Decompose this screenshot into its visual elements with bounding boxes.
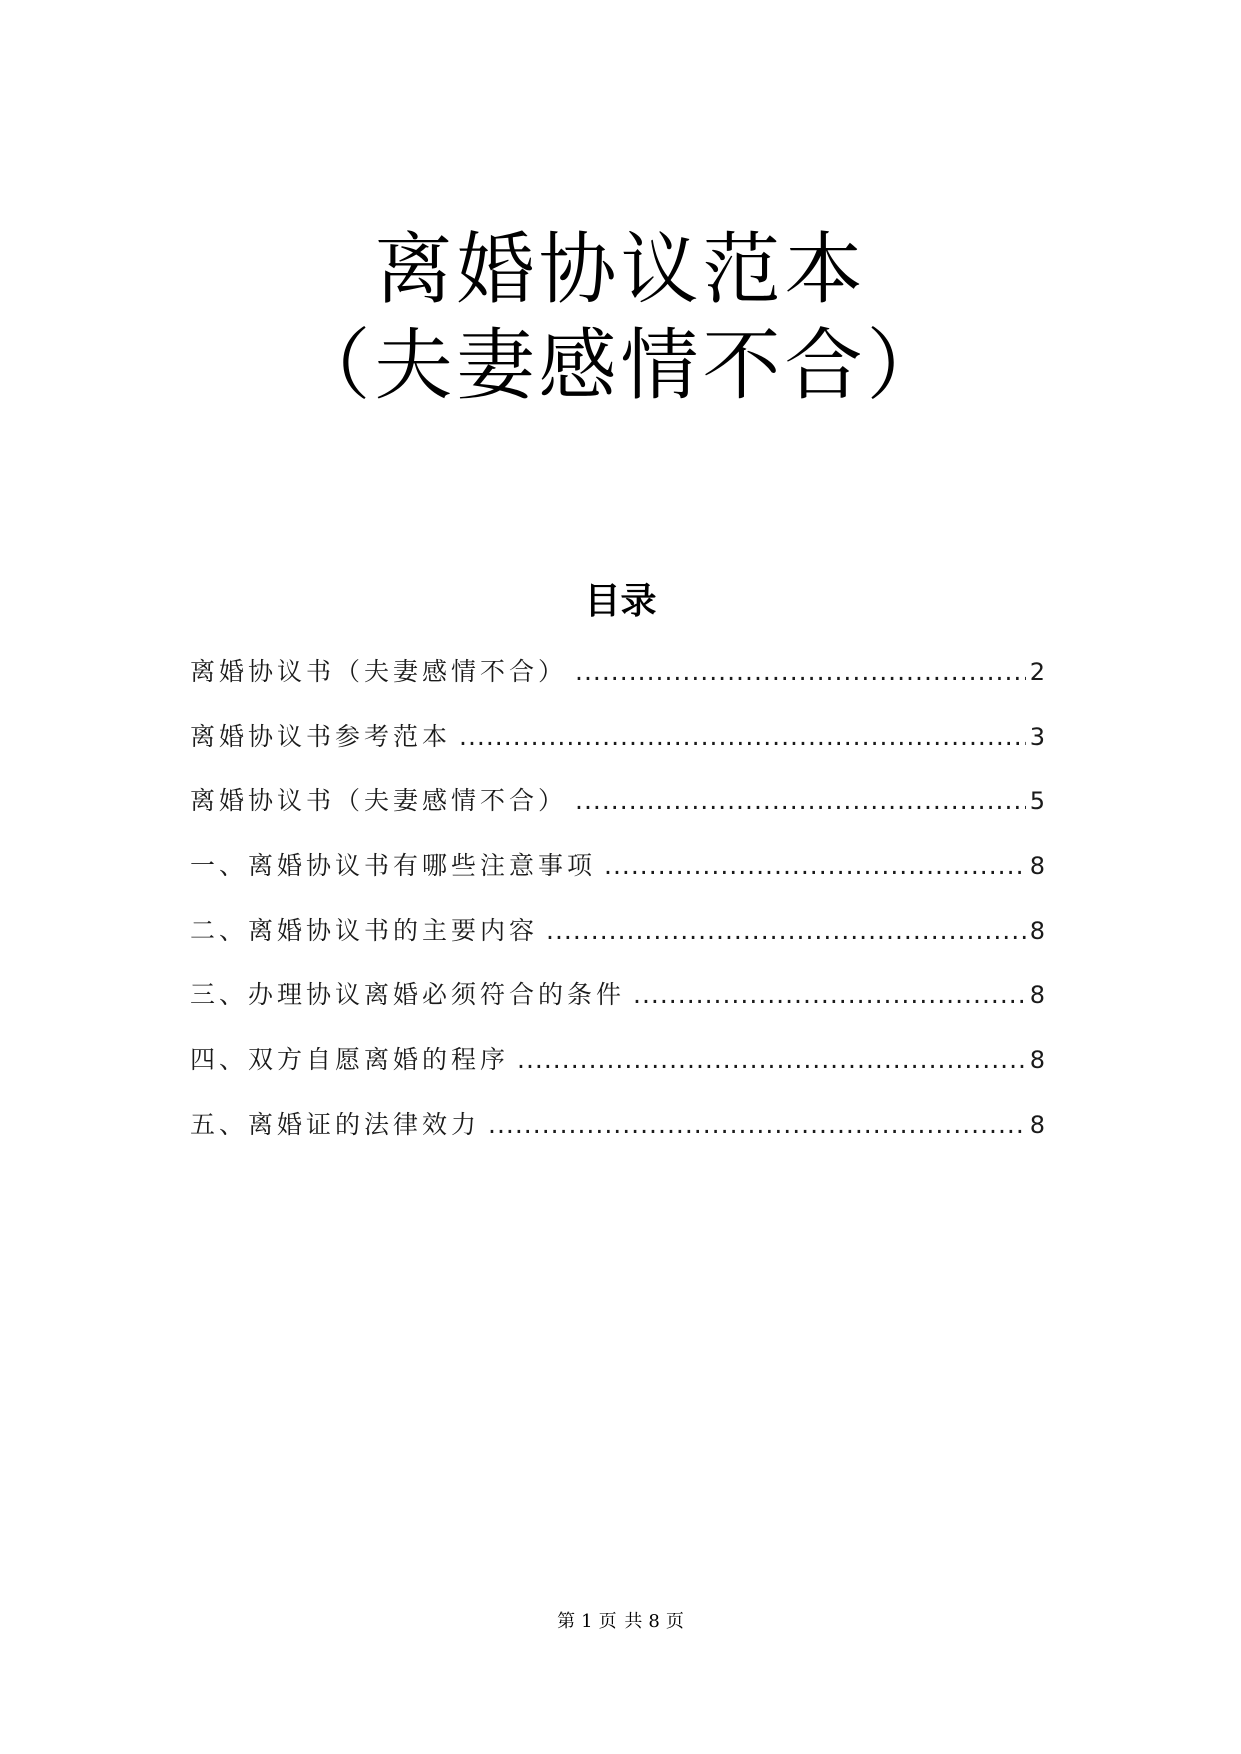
toc-entry-label: 离婚协议书参考范本 [190, 721, 452, 751]
toc-dot-leader [488, 1110, 1026, 1139]
toc-entry[interactable] [190, 975, 1045, 1040]
toc-entry[interactable] [190, 846, 1045, 911]
toc-entry-page: 8 [1029, 916, 1045, 945]
toc-dot-leader [517, 1045, 1026, 1074]
toc-entry-page: 8 [1029, 1046, 1045, 1075]
toc-entry-page: 8 [1029, 852, 1045, 881]
footer-suffix: 页 [665, 1611, 684, 1632]
toc-entry[interactable] [190, 717, 1045, 782]
page-footer [0, 1610, 1241, 1634]
table-of-contents [190, 652, 1045, 1170]
toc-dot-leader [575, 786, 1026, 815]
toc-entry-label: 二、离婚协议书的主要内容 [190, 915, 539, 945]
toc-entry-label: 离婚协议书（夫妻感情不合） [190, 657, 568, 686]
toc-entry-page: 5 [1029, 787, 1045, 816]
footer-middle: 页 共 [598, 1611, 643, 1632]
toc-entry-page: 8 [1029, 981, 1045, 1010]
toc-entry[interactable] [190, 652, 1045, 717]
toc-dot-leader [633, 980, 1026, 1009]
toc-entry-page: 2 [1029, 658, 1045, 686]
toc-entry-label: 五、离婚证的法律效力 [190, 1109, 481, 1139]
toc-heading: 目录 [584, 581, 657, 622]
toc-dot-leader [575, 657, 1026, 686]
toc-entry-page: 3 [1029, 722, 1045, 751]
toc-dot-leader [459, 722, 1026, 751]
document-title-line-1: 离婚协议范本 [374, 225, 867, 315]
toc-entry[interactable] [190, 781, 1045, 846]
footer-total-pages: 8 [648, 1611, 660, 1632]
toc-entry-label: 离婚协议书（夫妻感情不合） [190, 786, 568, 816]
toc-dot-leader [604, 851, 1026, 880]
toc-entry-label: 四、双方自愿离婚的程序 [190, 1045, 510, 1075]
toc-dot-leader [546, 916, 1026, 945]
toc-entry[interactable] [190, 1040, 1045, 1105]
toc-entry-label: 三、办理协议离婚必须符合的条件 [190, 980, 626, 1010]
toc-entry[interactable] [190, 1105, 1045, 1170]
document-title-line-2: （夫妻感情不合） [292, 321, 949, 411]
footer-prefix: 第 [557, 1611, 576, 1632]
toc-entry-page: 8 [1029, 1110, 1045, 1139]
toc-entry[interactable] [190, 911, 1045, 976]
footer-current-page: 1 [581, 1611, 593, 1632]
toc-entry-label: 一、离婚协议书有哪些注意事项 [190, 851, 597, 881]
